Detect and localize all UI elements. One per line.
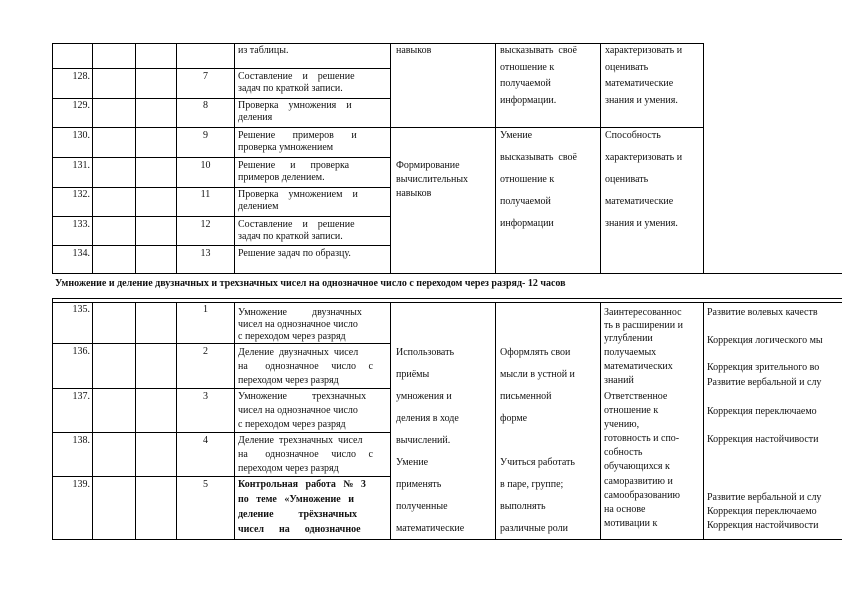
lesson-number: 5 [203, 479, 208, 490]
communication-text: форме [500, 413, 528, 424]
personal-text: математических [604, 361, 673, 372]
personal-text: Заинтересованнос [604, 307, 682, 318]
personal-text: на основе [604, 504, 646, 515]
personal-text: знаний [604, 375, 634, 386]
topic-text: переходом через разряд [238, 463, 339, 474]
communication-text: информации [500, 218, 554, 229]
row-number: 129. [72, 100, 90, 111]
personal-text: углублении [604, 333, 653, 344]
topic-text: с переходом через разряд [238, 331, 346, 342]
personal-text: характеризовать и [605, 152, 683, 163]
topic-text: с переходом через разряд [238, 419, 346, 430]
skills-text: Умение [396, 457, 429, 468]
communication-text: письменной [500, 391, 552, 402]
row-number: 128. [72, 71, 90, 82]
personal-text: собность [604, 447, 643, 458]
lesson-number: 1 [203, 304, 208, 315]
personal-text: знания и умения. [605, 95, 678, 106]
lesson-number: 7 [203, 71, 208, 82]
topic-text: Контрольная работа № 3 [238, 479, 366, 490]
personal-text: математические [605, 196, 674, 207]
lesson-number: 13 [200, 248, 211, 259]
lesson-number: 10 [200, 160, 211, 171]
correction-text: Коррекция переключаемо [707, 506, 817, 517]
communication-text: выполнять [500, 501, 546, 512]
topic-text: Решение и проверка [238, 160, 350, 171]
lesson-number: 11 [200, 189, 211, 200]
personal-text: учению, [604, 419, 640, 430]
personal-text: отношение к [604, 405, 659, 416]
lesson-number: 3 [203, 391, 208, 402]
skills-text: полученные [396, 501, 448, 512]
topic-text: Составление и решение [238, 219, 355, 230]
topic-text: Умножение трехзначных [238, 391, 367, 402]
topic-text: задач по краткой записи. [238, 83, 343, 94]
skills-text: деления в ходе [396, 413, 459, 424]
skills-text: вычислительных [396, 174, 469, 185]
row-number: 134. [72, 248, 90, 259]
personal-text: самообразованию [604, 490, 680, 501]
personal-text: оценивать [605, 62, 649, 73]
topic-text: чисел на однозначное число [238, 319, 358, 330]
topic-text: примеров делением. [238, 172, 325, 183]
communication-text: высказывать своё [500, 45, 577, 56]
communication-text: Умение [500, 130, 533, 141]
correction-text: Развитие вербальной и слу [707, 377, 822, 388]
topic-text: Решение примеров и [238, 130, 357, 141]
personal-text: саморазвитию и [604, 476, 673, 487]
communication-text: получаемой [500, 78, 551, 89]
topic-text: Деление двузначных чисел [238, 347, 359, 358]
personal-text: ть в расширении и [604, 320, 683, 331]
lesson-number: 12 [200, 219, 211, 230]
section-title: Умножение и деление двузначных и трехзначных чисел на однозначное число с переходом через разряд- 12 часов [55, 278, 566, 289]
personal-text: Ответственное [604, 391, 668, 402]
personal-text: готовность и спо- [604, 433, 680, 444]
communication-text: информации. [500, 95, 557, 106]
topic-text: Составление и решение [238, 71, 355, 82]
lesson-number: 2 [203, 346, 208, 357]
personal-text: получаемых [604, 347, 657, 358]
communication-text: высказывать своё [500, 152, 577, 163]
skills-text: вычислений. [396, 435, 451, 446]
personal-text: обучающихся к [604, 461, 670, 472]
communication-text: получаемой [500, 196, 551, 207]
topic-text: Проверка умножения и [238, 100, 352, 111]
correction-text: Развитие волевых качеств [707, 307, 818, 318]
communication-text: мысли в устной и [500, 369, 575, 380]
lesson-number: 4 [203, 435, 208, 446]
personal-text: оценивать [605, 174, 649, 185]
lesson-number: 9 [203, 130, 208, 141]
topic-text: задач по краткой записи. [238, 231, 343, 242]
communication-text: Учиться работать [500, 457, 575, 468]
topic-text: Решение задач по образцу. [238, 248, 351, 259]
row-number: 136. [72, 346, 90, 357]
skills-text: Формирование [396, 160, 460, 171]
topic-text: проверка умножением [238, 142, 334, 153]
topic-text: чисел на однозначное [238, 524, 361, 535]
correction-text: Коррекция логического мы [707, 335, 823, 346]
skills-text: навыков [396, 45, 432, 56]
topic-text: на однозначное число с [238, 449, 373, 460]
skills-text: применять [396, 479, 442, 490]
topic-text: по теме «Умножение и [238, 494, 354, 505]
skills-text: приёмы [396, 369, 430, 380]
row-number: 138. [72, 435, 90, 446]
correction-text: Коррекция настойчивости [707, 434, 819, 445]
skills-text: математические [396, 523, 465, 534]
correction-text: Коррекция зрительного во [707, 362, 820, 373]
personal-text: характеризовать и [605, 45, 683, 56]
communication-text: отношение к [500, 174, 555, 185]
communication-text: в паре, группе; [500, 479, 564, 490]
topic-text: деление трёхзначных [238, 509, 357, 520]
skills-text: умножения и [396, 391, 452, 402]
lesson-number: 8 [203, 100, 208, 111]
communication-text: отношение к [500, 62, 555, 73]
topic-text: Деление трехзначных чисел [238, 435, 363, 446]
row-number: 132. [72, 189, 90, 200]
row-number: 137. [72, 391, 90, 402]
row-number: 133. [72, 219, 90, 230]
personal-text: знания и умения. [605, 218, 678, 229]
topic-text: Проверка умножением и [238, 189, 358, 200]
correction-column [704, 303, 842, 539]
correction-text: Коррекция переключаемо [707, 406, 817, 417]
topic-text: переходом через разряд [238, 375, 339, 386]
communication-text: различные роли [500, 523, 568, 534]
topic-text: из таблицы. [238, 45, 289, 56]
topic-text: делением [238, 201, 279, 212]
personal-text: Способность [605, 130, 661, 141]
topic-text: на однозначное число с [238, 361, 373, 372]
communication-text: Оформлять свои [500, 347, 571, 358]
row-number: 135. [72, 304, 90, 315]
personal-text: мотивации к [604, 518, 658, 529]
topic-text: чисел на однозначное число [238, 405, 358, 416]
row-number: 131. [72, 160, 90, 171]
personal-text: математические [605, 78, 674, 89]
skills-text: навыков [396, 188, 432, 199]
row-number: 139. [72, 479, 90, 490]
topic-text: Умножение двузначных [238, 307, 362, 318]
skills-text: Использовать [396, 347, 455, 358]
correction-text: Коррекция настойчивости [707, 520, 819, 531]
topic-text: деления [238, 112, 273, 123]
correction-text: Развитие вербальной и слу [707, 492, 822, 503]
row-number: 130. [72, 130, 90, 141]
